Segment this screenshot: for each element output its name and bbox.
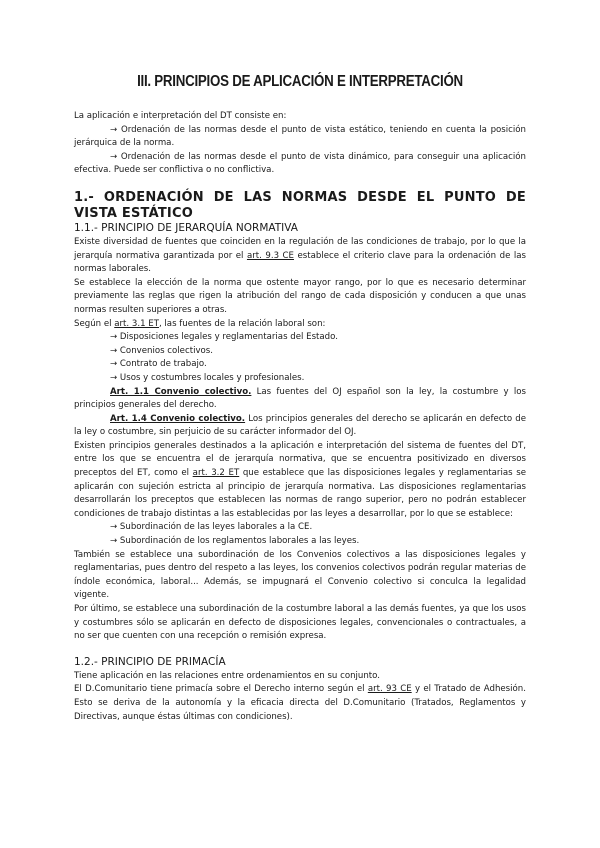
article-link-93-ce: art. 93 CE	[367, 684, 412, 695]
paragraph-convenios: También se establece una subordinación de los Convenios colectivos a las disposiciones legales y reglamentarias, pues dentro del respeto a las leyes, los convenios colectivos podrán regular materias de índole económica, laboral... Además, se impugnará el Convenio colectivo si conculca la legalidad vigente.	[74, 549, 526, 601]
intro-item-static: → Ordenación de las normas desde el punto de vista estático, teniendo en cuenta la posición jerárquica de la norma.	[74, 124, 526, 149]
paragraph-sources-intro: Según el art. 3.1 ET, las fuentes de la relación laboral son:	[74, 318, 326, 329]
article-ref-1-4: Art. 1.4 Convenio colectivo.	[110, 413, 246, 424]
list-item: → Disposiciones legales y reglamentarias del Estado.	[110, 332, 338, 343]
page-title: III. PRINCIPIOS DE APLICACIÓN E INTERPRETACIÓN	[137, 73, 463, 90]
list-item: → Contrato de trabajo.	[110, 359, 207, 370]
document-body	[74, 110, 526, 724]
paragraph-costumbre: Por último, se establece una subordinación de la costumbre laboral a las demás fuentes, ya que los usos y costumbres sólo se aplicarán en defecto de disposiciones legales, convencionales o contractuales, a no ser que cuenten con una recepción o remisión expresa.	[74, 604, 526, 642]
paragraph-rank: Se establece la elección de la norma que ostente mayor rango, por lo que es necesario determinar previamente las reglas que rigen la atribución del rango de cada disposición y conducen a que unas normas resulten superiores a otras.	[74, 277, 526, 315]
list-item: → Subordinación de las leyes laborales a la CE.	[110, 522, 313, 533]
subordination-list	[74, 521, 526, 548]
section-heading-static: 1.- ORDENACIÓN DE LAS NORMAS DESDE EL PUNTO DE VISTA ESTÁTICO	[74, 189, 526, 221]
paragraph-diversity: Existe diversidad de fuentes que coinciden en la regulación de las condiciones de trabajo, por lo que la jerarquía normativa garantizada por el art. 9.3 CE establece el criterio clave para la ordenación de las normas laborales.	[74, 236, 527, 275]
paragraph-primacy-community: El D.Comunitario tiene primacía sobre el Derecho interno según el art. 93 CE y el Tratado de Adhesión. Esto se deriva de la autonomía y la eficacia directa del D.Comunitario (Tratados, Reglamentos y Directivas, aunque éstas últimas con condiciones).	[74, 684, 526, 722]
list-item: → Convenios colectivos.	[110, 345, 214, 356]
list-item: → Usos y costumbres locales y profesionales.	[110, 372, 305, 383]
paragraph-art-1-1: Art. 1.1 Convenio colectivo. Las fuentes del OJ español son la ley, la costumbre y los principios generales del derecho.	[74, 386, 526, 411]
article-link-9-3-ce: art. 9.3 CE	[246, 250, 294, 261]
subsection-heading-jerarquia: 1.1.- PRINCIPIO DE JERARQUÍA NORMATIVA	[74, 221, 298, 234]
paragraph-primacy-scope: Tiene aplicación en las relaciones entre ordenamientos en su conjunto.	[74, 670, 381, 681]
article-ref-1-1: Art. 1.1 Convenio colectivo.	[110, 386, 252, 397]
intro-lead: La aplicación e interpretación del DT consiste en:	[74, 111, 287, 121]
paragraph-general-principles: Existen principios generales destinados a la aplicación e interpretación del sistema de fuentes del DT, entre los que se encuentra el de jerarquía normativa, que se encuentra positivizado en diversos preceptos del ET, como el art. 3.2 ET que establece que las disposiciones legales y reglamentarias se aplicarán con sujeción estricta al principio de jerarquía normativa. Las disposiciones reglamentarias desarrollarán los preceptos que establecen las normas de rango superior, pero no podrán establecer condiciones de trabajo distintas a las establecidas por las leyes a desarrollar, por lo que se establece:	[74, 440, 526, 519]
sources-list	[74, 331, 526, 385]
article-link-3-1-et: art. 3.1 ET	[114, 318, 159, 329]
list-item: → Subordinación de los reglamentos laborales a las leyes.	[110, 536, 360, 547]
article-link-3-2-et: art. 3.2 ET	[192, 468, 240, 479]
subsection-heading-primacia: 1.2.- PRINCIPIO DE PRIMACÍA	[74, 655, 226, 668]
paragraph-art-1-4: Art. 1.4 Convenio colectivo. Los principios generales del derecho se aplicarán en defecto de la ley o costumbre, sin perjuicio de su carácter informador del OJ.	[74, 413, 526, 438]
intro-item-dynamic: → Ordenación de las normas desde el punto de vista dinámico, para conseguir una aplicación efectiva. Puede ser conflictiva o no conflictiva.	[74, 151, 526, 176]
